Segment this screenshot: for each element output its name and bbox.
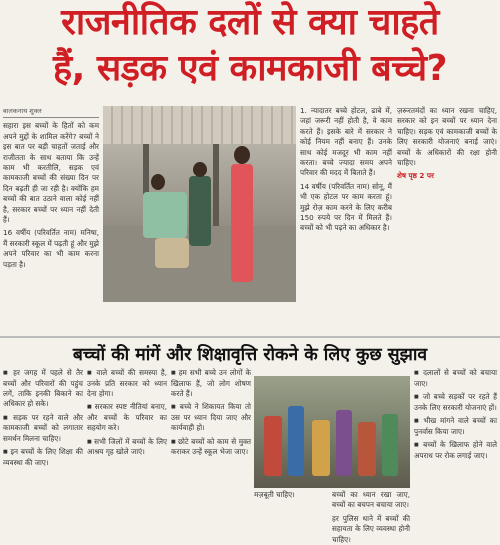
sub-col-2 [87, 368, 167, 498]
sub-col-6-item: ■ जो बच्चे सड़कों पर रहते हैं उनके लिए सरकारी योजनाएं हों। [414, 392, 497, 413]
sub-col-3-item: ■ बच्चे ने शिकायत किया तो उस पर ध्यान दिया जाए और कार्यवाही हो। [171, 402, 251, 433]
byline: बालकनाथ शुक्ल [3, 106, 99, 118]
sub-col-1 [3, 368, 83, 498]
sub-col-2-item: ■ सभी जिलों में बच्चों के लिए आश्रय गृह खोले जाएं। [87, 437, 167, 458]
sub-col-1-item: ■ हर जगह में पहले से तैर बच्चों और परिवारों की पहुंच लगें, ताकि इनकी बिकाने का अधिकार हो सके। [3, 368, 83, 410]
sub-col-1-item: ■ सड़क पर रहने वाले और कामकाजी बच्चों को लगातार समर्थन मिलना चाहिए। [3, 413, 83, 444]
left-para-2: 16 वर्षीय (परिवर्तित नाम) मनिषा, मैं सरकारी स्कूल में पढ़ती हूं और मुझे अपने परिवार का भी काम करना पड़ता है। [3, 228, 99, 269]
sub-col-5-item: हर पुलिस थाने में बच्चों की सहायता के लिए व्यवस्था होनी चाहिए। [332, 513, 410, 544]
sub-col-3 [171, 368, 251, 498]
right-para-3: ज़रूरतमंदों का ध्यान रखना चाहिए, सरकार को इन बच्चों पर ध्यान देना चाहिए। सड़क एवं कामकाजी बच्चों के लिए सरकारी योजनाएं बनाई जाएं। बच्चों के अधिकारों की रक्षा होनी चाहिए। [397, 106, 497, 168]
sub-col-6-item: ■ दलालों से बच्चों को बचाया जाए। [414, 368, 497, 389]
sub-col-6-item: ■ बच्चों के खिलाफ होने वाले अपराध पर रोक लगाई जाए। [414, 440, 497, 461]
sub-col-6-item: ■ भीख मांगने वाले बच्चों का पुनर्वास किया जाए। [414, 416, 497, 437]
sub-col-2-item: ■ सरकार स्पष्ट नीतियां बनाए, और बच्चों के परिवार का सहयोग करे। [87, 402, 167, 433]
left-para-1: सहारा इस बच्चों के हितों को कम अपने मुद्दों के शामिल करेंगे? बच्चों ने इस बात पर बड़ी चाहतों जताई और राजीतता के साथ बताया कि उन्हें काम भी करतीलि, सड़क एवं कामकाजी बच्चों की संख्या दिन पर दिन बढ़ती ही जा रही है। क्योंकि हम बच्चों की बात उठाने वाला कोई नहीं है, सरकार बच्चों पर ध्यान नहीं देती हैं। [3, 121, 99, 225]
sub-headline: बच्चों की मांगें और शिक्षावृत्ति रोकने के लिए कुछ सुझाव [72, 345, 428, 365]
sub-col-5-item: बच्चों का ध्यान रखा जाए, बच्चों का बचपन बचाया जाए। [332, 490, 410, 510]
continued-label: शेष पृष्ठ 2 पर [397, 171, 434, 181]
middle-right-column [300, 106, 392, 340]
right-para-2: 14 वर्षीय (परिवर्तित नाम) सोनू, मैं भी एक होटल पर काम करता हूं। मुझे रोज़ काम करने के लिए करीब 150 रुपये पर दिन में मिलते हैं। बच्चों को भी पढ़ने का अधिकार है। [300, 181, 392, 233]
main-photo [103, 106, 296, 302]
sub-col-4-item: मज़बूती चाहिए। [254, 490, 295, 499]
sub-col-1-item: ■ इन बच्चों के लिए शिक्षा की व्यवस्था की जाए। [3, 447, 83, 468]
left-column [3, 106, 99, 340]
section-divider [0, 336, 500, 338]
right-para-1: 1. न्यादातर बच्चे होटल, ढाबे में, जहां जरूरी नहीं होती है, वे काम करते हैं। इसके बारे में सरकार ने कोई नियम नहीं बनाए हैं। उनके साथ कोई मजदूर भी काम नहीं करता। बच्चे ज्यादा समय अपने परिवार की मदद में बिताते हैं। [300, 106, 392, 178]
sub-col-3-item: ■ हम सभी बच्चे उन लोगों के खिलाफ हैं, जो लोग शोषण करते हैं। [171, 368, 251, 399]
sub-col-5 [332, 490, 410, 544]
headline-line-2: हैं, सड़क एवं कामकाजी बच्चे? [53, 48, 447, 89]
children-photo [254, 376, 410, 488]
sub-col-6 [414, 368, 497, 498]
sub-col-4 [254, 490, 328, 500]
sub-col-2-item: ■ वाले बच्चों की समस्या है, उनके प्रति सरकार को ध्यान देना होगा। [87, 368, 167, 399]
headline [0, 0, 500, 100]
sub-col-3-item: ■ छोटे बच्चों को काम से मुक्त कराकर उन्हें स्कूल भेजा जाए। [171, 437, 251, 458]
headline-line-1: राजनीतिक दलों से क्या चाहते [61, 2, 439, 43]
far-right-column [397, 106, 497, 340]
